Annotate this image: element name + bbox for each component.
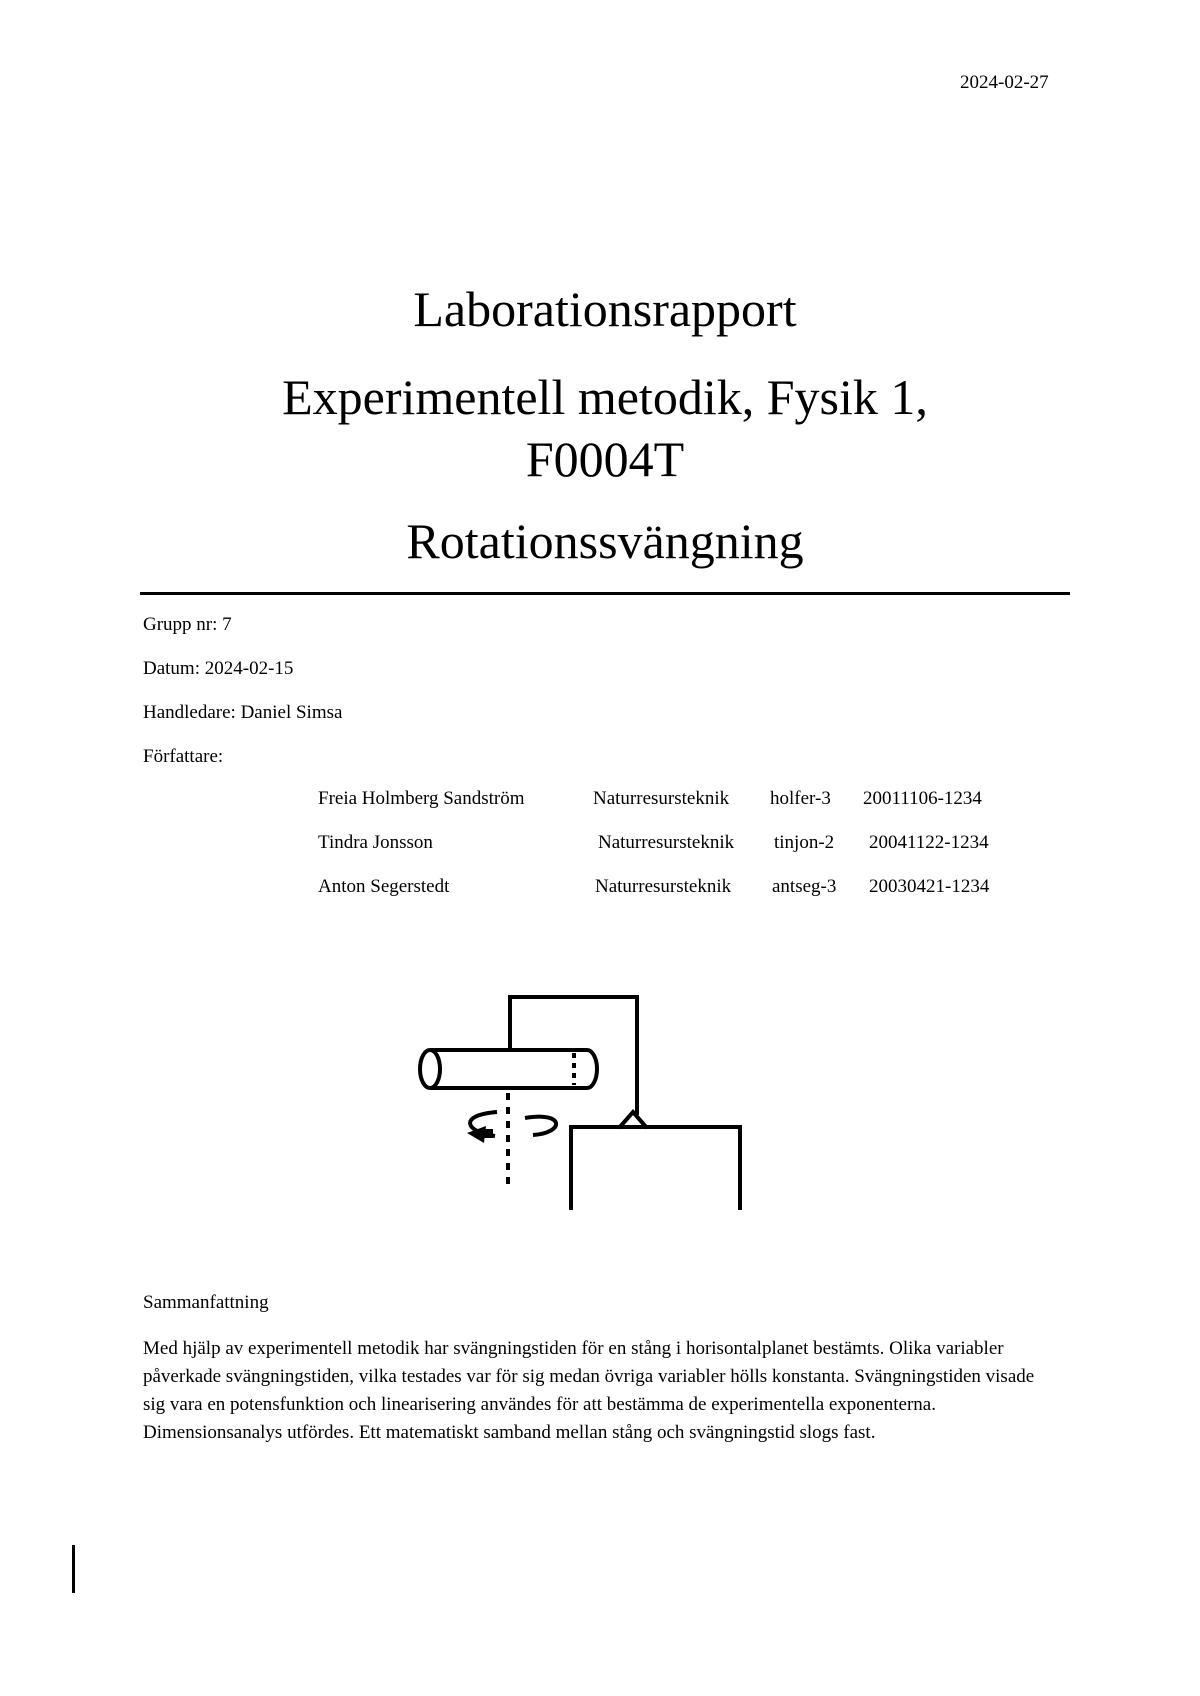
- rod-end-right: [587, 1050, 597, 1088]
- author-name: Tindra Jonsson: [318, 832, 433, 853]
- author-program: Naturresursteknik: [595, 876, 732, 897]
- course-code: F0004T: [525, 431, 685, 487]
- header-date: 2024-02-27: [960, 72, 1049, 93]
- author-pnr: 20030421-1234: [869, 876, 990, 897]
- authors-table: [318, 788, 1038, 920]
- author-row: [318, 788, 1038, 832]
- supervisor: Handledare: Daniel Simsa: [143, 702, 343, 723]
- author-pnr: 20011106-1234: [863, 788, 982, 809]
- text-cursor: [72, 1545, 75, 1593]
- author-pnr: 20041122-1234: [869, 832, 989, 853]
- author-program: Naturresursteknik: [593, 788, 730, 809]
- author-id: holfer-3: [770, 788, 831, 809]
- summary-heading: Sammanfattning: [143, 1292, 269, 1313]
- author-name: Anton Segerstedt: [318, 876, 450, 897]
- lab-date: Datum: 2024-02-15: [143, 658, 294, 679]
- author-row: [318, 876, 1038, 920]
- title-divider: [140, 592, 1070, 595]
- summary-text: Med hjälp av experimentell metodik har svängningstiden för en stång i horisontalplanet bestämts. Olika variabler påverkade svängningstiden, vilka testades var för sig medan övriga variabler hölls konstanta. Svängningstiden visade sig vara en potensfunktion och linearisering användes för att bestämma de experimentella exponenterna. Dimensionsanalys utfördes. Ett matematiskt samband mellan stång och svängningstid slogs fast.: [143, 1338, 1035, 1443]
- stand-frame: [571, 1127, 740, 1210]
- report-type-title: Laborationsrapport: [413, 281, 797, 337]
- rotation-apparatus-diagram: [415, 985, 755, 1215]
- group-number: Grupp nr: 7: [143, 614, 232, 635]
- author-row: [318, 832, 1038, 876]
- author-program: Naturresursteknik: [598, 832, 735, 853]
- author-id: antseg-3: [772, 876, 837, 897]
- rod-body: [430, 1050, 587, 1088]
- rod-end-left: [420, 1050, 440, 1088]
- course-title: Experimentell metodik, Fysik 1,: [282, 369, 928, 425]
- title-block: [140, 278, 1070, 572]
- authors-label: Författare:: [143, 746, 224, 767]
- experiment-title: Rotationssvängning: [406, 513, 804, 569]
- author-id: tinjon-2: [774, 832, 835, 853]
- author-name: Freia Holmberg Sandström: [318, 788, 525, 809]
